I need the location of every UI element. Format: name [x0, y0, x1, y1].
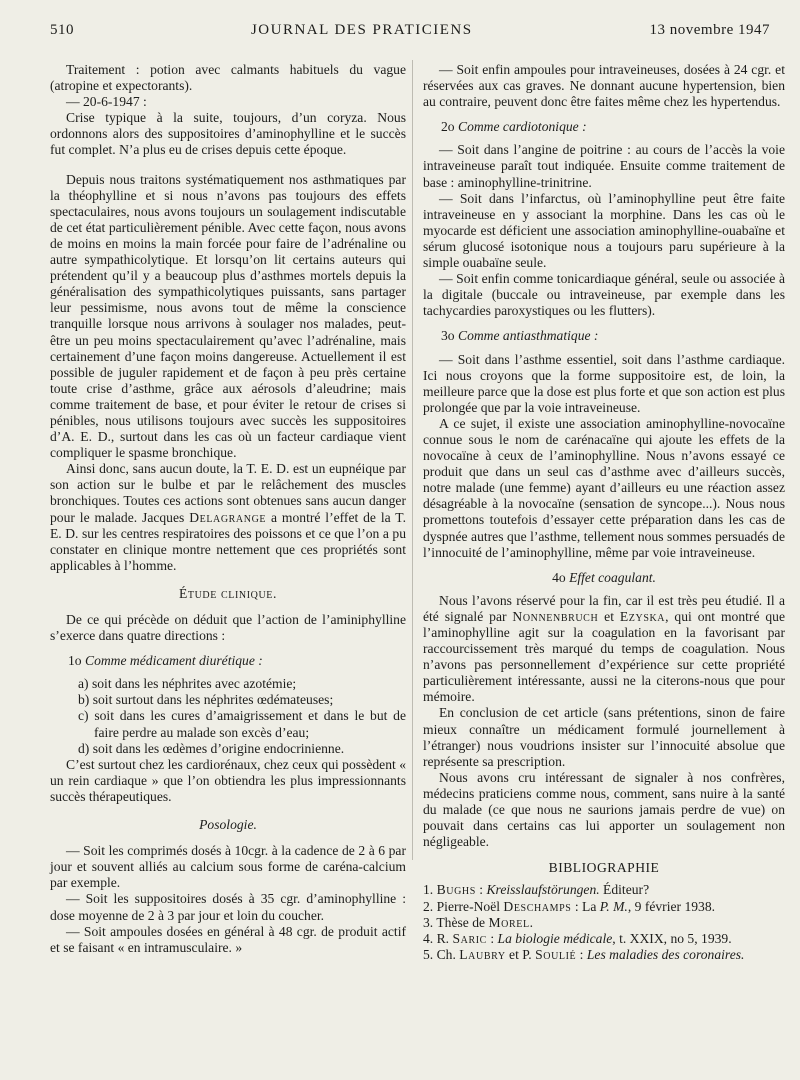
- list-item: c) soit dans les cures d’amaigrissement et dans le but de faire perdre au malade son excès d’eau;: [78, 708, 406, 740]
- paragraph: — Soit dans l’asthme essentiel, soit dans l’asthme cardiaque. Ici nous croyons que la forme suppositoire est, de loin, la meilleure parce que la dose est plus forte et que son action est plus prolongée que par la voie intraveineuse.: [423, 351, 786, 415]
- paragraph: De ce qui précède on déduit que l’action de l’aminiphylline s’exerce dans quatre directions :: [50, 612, 406, 644]
- paragraph: A ce sujet, il existe une association aminophylline-novocaïne connue sous le nom de carénacaïne qui ajoute les effets de la novocaïne à ceux de l’aminophylline. Nous n’avons essayé ce produit que dans un seul cas d’asthme avec d’ailleurs succès, notre malade (une femme) ayant d’ailleurs eu une réaction assez désagréable à la novocaïne (sensation de syncope...). Nous nous promettons toutefois d’essayer cette préparation dans les cas de dyspnée autres que l’asthme, tellement nous sommes persuadés de l’innocuité de l’aminophylline, même par voie intraveineuse.: [423, 415, 785, 560]
- right-column: [423, 62, 785, 963]
- paragraph: C’est surtout chez les cardiorénaux, chez ceux qui possèdent « un rein cardiaque » que l’on obtiendra les plus impressionnants succès thérapeutiques.: [50, 756, 406, 804]
- paragraph: — Soit ampoules dosées en général à 48 cgr. de produit actif et se faisant « en intramusculaire. »: [50, 923, 406, 955]
- section-heading: Étude clinique.: [179, 585, 277, 601]
- column-divider: [412, 60, 413, 860]
- paragraph: Nous l’avons réservé pour la fin, car il est très peu étudié. Il a été signalé par Nonnenbruch et Ezyska, qui ont montré que l’aminophylline agit sur la coagulation en la favorisant par raccourcissement très marqué du temps de coagulation. Nous n’avons pas personnellement d’expérience sur cette propriété particulièrement intéressante, aussi ne la citerons-nous que pour mémoire.: [423, 592, 785, 705]
- subsection-heading: 2o Comme cardiotonique :: [441, 119, 587, 135]
- list-item: b) soit surtout dans les néphrites œdémateuses;: [78, 692, 334, 708]
- paragraph: Ainsi donc, sans aucun doute, la T. E. D. est un eupnéique par son action sur le bulbe et par le relâchement des muscles bronchiques. Toutes ces actions sont obtenues sans aucun danger pour le malade. Jacques Delagrange a montré l’effet de la T. E. D. sur les centres respiratoires des poissons et ce que l’on a pu constater en clinique montre nettement que ces propriétés sont applicables à l’homme.: [50, 461, 406, 573]
- journal-title: JOURNAL DES PRATICIENS: [250, 21, 473, 38]
- paragraph: — Soit enfin comme tonicardiaque général, seule ou associée à la digitale (buccale ou intraveineuse, par exemple dans les tachycardies paroxystiques ou les flutters).: [423, 271, 785, 319]
- subsection-heading: 1o Comme médicament diurétique :: [68, 653, 263, 669]
- bibliography-item: 3. Thèse de Morel.: [423, 914, 534, 930]
- author-name: Delagrange: [189, 509, 267, 525]
- date-entry: — 20-6-1947 :: [66, 94, 147, 110]
- paragraph: Crise typique à la suite, toujours, d’un coryza. Nous ordonnons alors des suppositoires d’aminophylline et le succès fut complet. N’a plus eu de crises depuis cette époque.: [50, 110, 406, 158]
- bibliography-item: 1. Bughs : Kreisslaufstörungen. Éditeur?: [423, 882, 650, 898]
- bibliography-item: 5. Ch. Laubry et P. Soulié : Les maladies des coronaires.: [423, 946, 745, 962]
- paragraph: — Soit dans l’angine de poitrine : au cours de l’accès la voie intraveineuse paraît tout indiquée. Ensuite comme traitement de base : aminophylline-trinitrine.: [423, 142, 785, 190]
- paragraph: — Soit dans l’infarctus, où l’aminophylline peut être faite intraveineuse en y associant la morphine. Dans les cas où le myocarde est déficient une association aminophylline-ouabaïne et sérum glucosé isotonique nous a toujours paru supérieure à la simple ouabaïne seule.: [423, 190, 785, 271]
- paragraph: Nous avons cru intéressant de signaler à nos confrères, médecins praticiens comme nous, comment, sans nuire à la santé du malade (ce que nous ne saurions jamais perdre de vue) on pouvait dans certains cas lui apporter un soulagement non négligeable.: [423, 769, 785, 850]
- paragraph: — Soit les suppositoires dosés à 35 cgr. d’aminophylline : dose moyenne de 2 à 3 par jour et loin du coucher.: [50, 891, 406, 923]
- paragraph: Depuis nous traitons systématiquement nos asthmatiques par la théophylline et si nous n’avons pas toujours des effets spectaculaires, nous avons toujours un soulagement indiscutable de cet état particulièrement pénible. Avec cette façon, nous avons de moins en moins la main forcée pour faire de l’adrénaline ou autre sympathicolytique. Et lorsqu’on lit certains auteurs qui prétendent qu’il y a beaucoup plus d’asthmes mortels depuis la généralisation des sympathicolytiques puissants, sans partager leur pessimisme, nous avons tout de même la conscience tranquille lorsque nous arrivons à soulager nos malades, peut-être un peu moins spectaculairement qu’avec l’adrénaline, mais certainement d’une façon moins dangereuse. Actuellement il est possible de juguler rapidement et de façon à peu près certaine toute crise d’asthme, grâce aux aérosols d’aleudrine; mais comme traitement de base, et pour éviter le retour de crises si pénibles, nous utilisons toujours avec succès les suppositoires d’A. E. D., surtout dans les cas où un facteur cardiaque vient compliquer le spasme bronchique.: [50, 171, 406, 461]
- bibliography-heading: BIBLIOGRAPHIE: [548, 860, 660, 876]
- issue-date: 13 novembre 1947: [649, 21, 770, 38]
- bibliography-item: 2. Pierre-Noël Deschamps : La P. M., 9 février 1938.: [423, 898, 716, 914]
- page-header: [50, 18, 770, 42]
- bibliography-item: 4. R. Saric : La biologie médicale, t. XXIX, no 5, 1939.: [423, 930, 732, 946]
- section-heading: Posologie.: [199, 817, 257, 833]
- page-number: 510: [50, 21, 74, 38]
- left-column: [50, 62, 406, 956]
- list-item: a) soit dans les néphrites avec azotémie;: [78, 676, 297, 692]
- subsection-heading: 3o Comme antiasthmatique :: [441, 328, 599, 344]
- subsection-heading: 4o Effet coagulant.: [552, 569, 656, 585]
- paragraph: Traitement : potion avec calmants habituels du vague (atropine et expectorants).: [50, 62, 406, 94]
- paragraph: — Soit les comprimés dosés à 10cgr. à la cadence de 2 à 6 par jour et souvent alliés au calcium sous forme de caréna-calcium par exemple.: [50, 843, 406, 891]
- paragraph: — Soit enfin ampoules pour intraveineuses, dosées à 24 cgr. et réservées aux cas graves. Ne donnant aucune hypertension, bien au contraire, peuvent donc être faites même chez les hypertendus.: [423, 62, 785, 110]
- list-item: d) soit dans les œdèmes d’origine endocrinienne.: [78, 740, 345, 756]
- author-name: Nonnenbruch: [512, 608, 599, 624]
- author-name: Ezyska: [619, 608, 666, 624]
- paragraph: En conclusion de cet article (sans prétentions, sinon de faire mieux connaître un médicament formulé journellement à l’étranger) nous voudrions insister sur l’innocuité absolue que représente sa prescription.: [423, 705, 785, 769]
